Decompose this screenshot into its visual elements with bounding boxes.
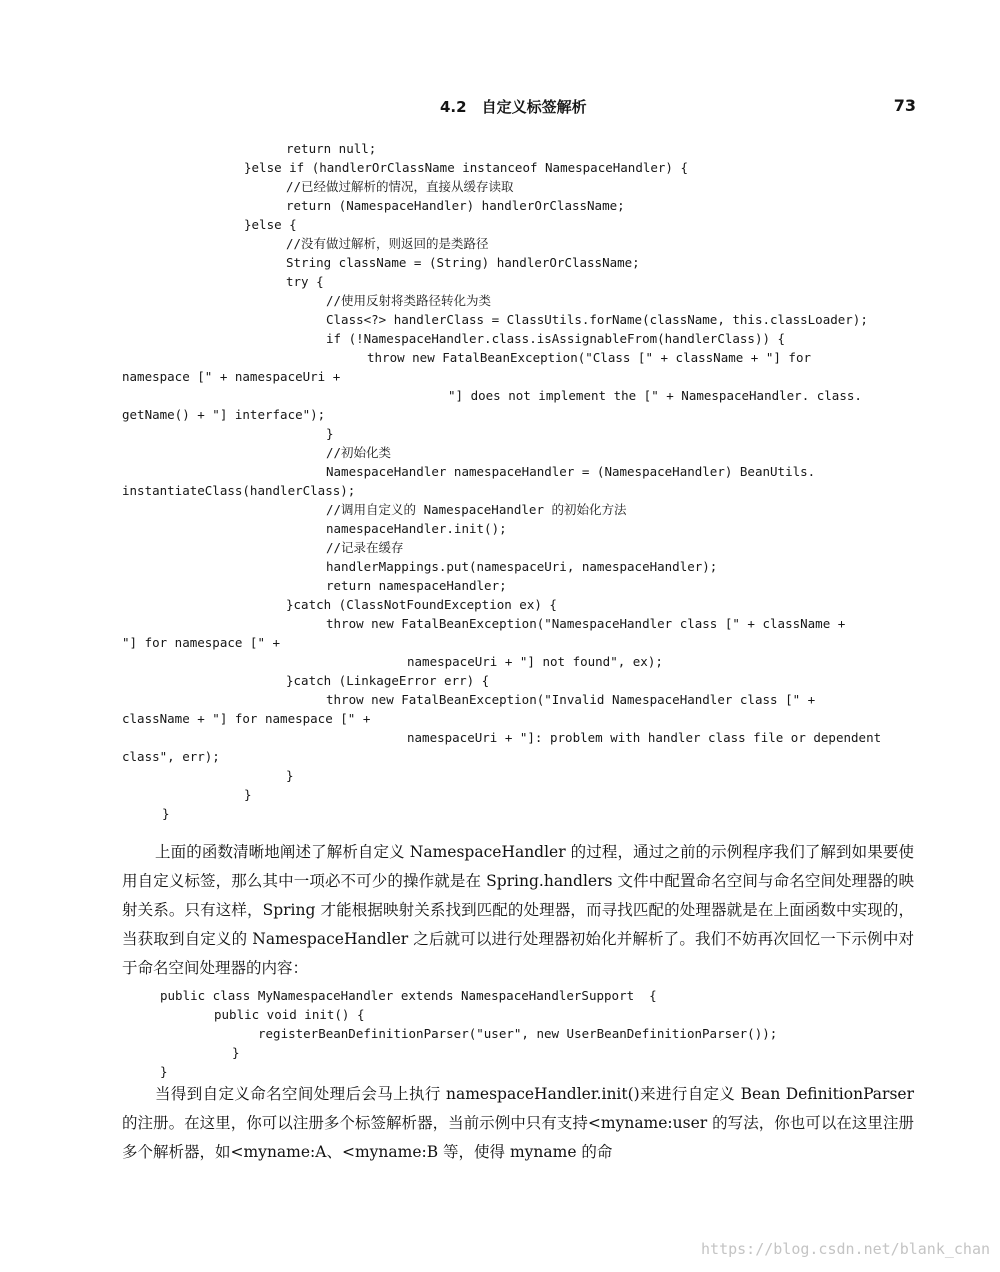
code-line: namespaceUri + "] not found", ex); [407, 654, 663, 669]
code-line: try { [286, 274, 324, 289]
code-comment: //初始化类 [326, 445, 392, 460]
code-line: throw new FatalBeanException("Class [" + className + "] for [367, 350, 812, 365]
code-line: NamespaceHandler namespaceHandler = (NamespaceHandler) BeanUtils. [326, 464, 816, 479]
code-line: } [244, 787, 252, 802]
code-line: namespaceHandler.init(); [326, 521, 507, 536]
code-line: } [232, 1045, 240, 1060]
body-paragraph: 当得到自定义命名空间处理后会马上执行 namespaceHandler.init()来进行自定义 Bean DefinitionParser 的注册。在这里，你可以注册多个标签解析器，当前示例中只有支持<myname:user 的写法，你也可以在这里注册多个解析器，如<myname:A、<myname:B 等，使得 myname 的命 [122, 1085, 914, 1161]
page-number: 73 [893, 96, 916, 115]
code-line: }else if (handlerOrClassName instanceof NamespaceHandler) { [244, 160, 689, 175]
running-head: 4.2 自定义标签解析 [440, 98, 587, 116]
code-line: }else { [244, 217, 297, 232]
code-line: } [162, 806, 170, 821]
code-line: getName() + "] interface"); [122, 407, 326, 422]
code-line: namespace [" + namespaceUri + [122, 369, 341, 384]
code-line: }catch (ClassNotFoundException ex) { [286, 597, 557, 612]
code-line: public class MyNamespaceHandler extends NamespaceHandlerSupport { [160, 988, 657, 1003]
code-line: handlerMappings.put(namespaceUri, namespaceHandler); [326, 559, 718, 574]
code-line: "] does not implement the [" + NamespaceHandler. class. [448, 388, 862, 403]
code-line: Class<?> handlerClass = ClassUtils.forName(className, this.classLoader); [326, 312, 868, 327]
code-comment: //使用反射将类路径转化为类 [326, 293, 492, 308]
watermark-url: https://blog.csdn.net/blank_chan [701, 1240, 990, 1258]
code-line: namespaceUri + "]: problem with handler class file or dependent [407, 730, 882, 745]
code-line: return namespaceHandler; [326, 578, 507, 593]
code-line: }catch (LinkageError err) { [286, 673, 490, 688]
code-line: throw new FatalBeanException("Invalid NamespaceHandler class [" + [326, 692, 816, 707]
code-line: } [160, 1064, 168, 1079]
code-line: return null; [286, 141, 377, 156]
code-line: return (NamespaceHandler) handlerOrClassName; [286, 198, 625, 213]
code-comment: //记录在缓存 [326, 540, 404, 555]
body-paragraph: 上面的函数清晰地阐述了解析自定义 NamespaceHandler 的过程，通过之前的示例程序我们了解到如果要使用自定义标签，那么其中一项必不可少的操作就是在 Spring.handlers 文件中配置命名空间与命名空间处理器的映射关系。只有这样，Spring 才能根据映射关系找到匹配的处理器，而寻找匹配的处理器就是在上面函数中实现的，当获取到自定义的 NamespaceHandler 之后就可以进行处理器初始化并解析了。我们不妨再次回忆一下示例中对于命名空间处理器的内容： [122, 843, 914, 977]
code-line: } [286, 768, 294, 783]
code-line: class", err); [122, 749, 220, 764]
code-line: String className = (String) handlerOrClassName; [286, 255, 640, 270]
code-line: "] for namespace [" + [122, 635, 281, 650]
code-line: } [326, 426, 334, 441]
code-line: className + "] for namespace [" + [122, 711, 371, 726]
code-comment: //调用自定义的 NamespaceHandler 的初始化方法 [326, 502, 627, 517]
code-comment: //已经做过解析的情况，直接从缓存读取 [286, 179, 514, 194]
code-line: if (!NamespaceHandler.class.isAssignableFrom(handlerClass)) { [326, 331, 786, 346]
code-line: public void init() { [214, 1007, 365, 1022]
code-line: instantiateClass(handlerClass); [122, 483, 356, 498]
code-line: registerBeanDefinitionParser("user", new UserBeanDefinitionParser()); [258, 1026, 778, 1041]
code-comment: //没有做过解析，则返回的是类路径 [286, 236, 489, 251]
code-line: throw new FatalBeanException("NamespaceHandler class [" + className + [326, 616, 846, 631]
